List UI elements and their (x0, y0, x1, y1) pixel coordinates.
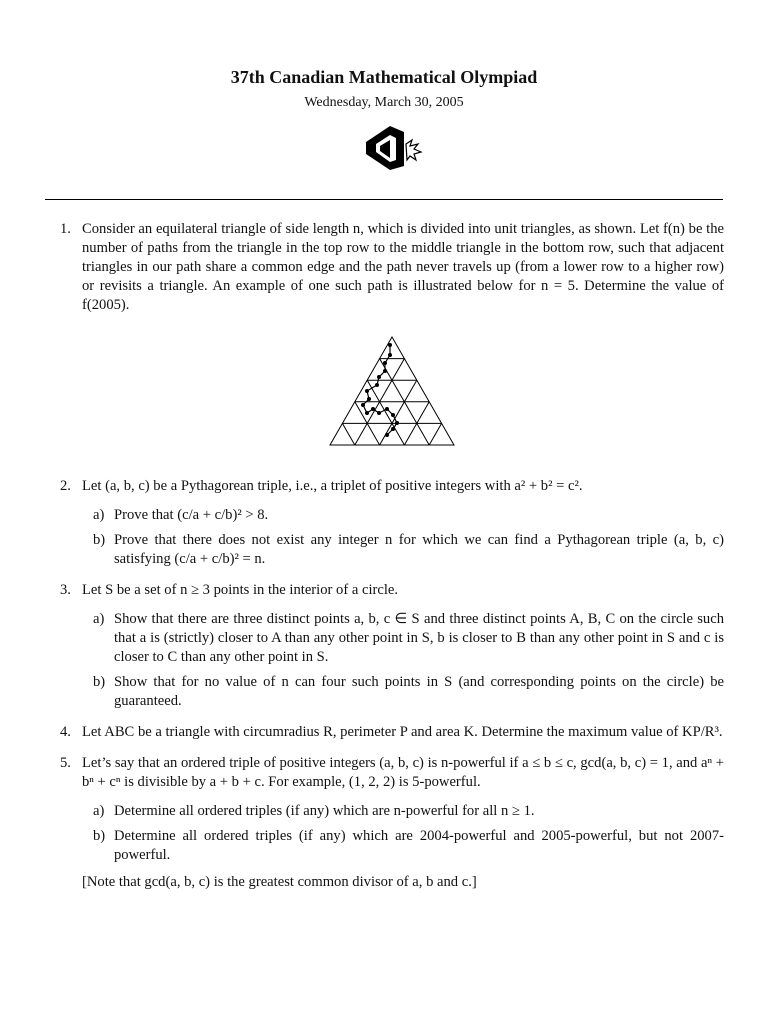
problem-1 (60, 220, 724, 315)
problem-list (60, 220, 724, 892)
subpart-label: a) (93, 507, 105, 523)
subpart-text: Prove that (c/a + c/b)² > 8. (114, 507, 269, 523)
subpart-label: b) (93, 532, 106, 548)
subpart-label: a) (93, 611, 105, 627)
problem-4 (60, 723, 724, 742)
exam-date: Wednesday, March 30, 2005 (304, 95, 464, 110)
problem-text: Let (a, b, c) be a Pythagorean triple, i.e., a triplet of positive integers with a² + b² = c². (82, 478, 583, 494)
subpart-text: Determine all ordered triples (if any) which are 2004-powerful and 2005-powerful, but not 2007-powerful. (114, 828, 724, 863)
subpart-label: b) (93, 828, 106, 844)
problem-5b (60, 827, 724, 865)
problem-5a (60, 802, 724, 821)
header-divider (45, 199, 723, 200)
problem-number: 1. (60, 221, 71, 237)
subpart-label: b) (93, 674, 106, 690)
subpart-text: Show that there are three distinct points a, b, c ∈ S and three distinct points A, B, C on the circle such that a is (strictly) closer to A than any other point in S, b is closer to B than any other point in S and c is closer to C than any other point in S. (114, 611, 724, 665)
subpart-text: Show that for no value of n can four such points in S (and corresponding points on the circle) be guaranteed. (114, 674, 724, 709)
problem-text: Consider an equilateral triangle of side length n, which is divided into unit triangles, as shown. Let f(n) be the number of paths from the triangle in the top row to the middle triangle in the bottom row, such that adjacent triangles in our path share a common edge and the path never travels up (from a lower row to a higher row) or revisits a triangle. An example of one such path is illustrated below for n = 5. Determine the value of f(2005). (82, 221, 724, 313)
problem-2 (60, 477, 724, 496)
subpart-text: Determine all ordered triples (if any) which are n-powerful for all n ≥ 1. (114, 803, 535, 819)
gcd-note: [Note that gcd(a, b, c) is the greatest common divisor of a, b and c.] (82, 874, 477, 890)
page-title: 37th Canadian Mathematical Olympiad (230, 67, 538, 87)
triangle-path-figure (327, 333, 457, 451)
problem-2a (60, 506, 724, 525)
problem-3b (60, 673, 724, 711)
problem-text: Let S be a set of n ≥ 3 points in the interior of a circle. (82, 582, 399, 598)
problem-5 (60, 754, 724, 792)
cmo-logo-icon (360, 120, 424, 174)
problem-number: 3. (60, 582, 71, 598)
problem-text: Let’s say that an ordered triple of positive integers (a, b, c) is n-powerful if a ≤ b ≤ c, gcd(a, b, c) = 1, and aⁿ + bⁿ + cⁿ is divisible by a + b + c. For example, (1, 2, 2) is 5-powerful. (82, 755, 724, 790)
problem-number: 5. (60, 755, 71, 771)
problem-number: 2. (60, 478, 71, 494)
problem-number: 4. (60, 724, 71, 740)
problem-3a (60, 610, 724, 667)
problem-2b (60, 531, 724, 569)
subpart-label: a) (93, 803, 105, 819)
problem-3 (60, 581, 724, 600)
subpart-text: Prove that there does not exist any integer n for which we can find a Pythagorean triple (a, b, c) satisfying (c/a + c/b)² = n. (114, 532, 724, 567)
problem-text: Let ABC be a triangle with circumradius R, perimeter P and area K. Determine the maximum value of KP/R³. (82, 724, 723, 740)
